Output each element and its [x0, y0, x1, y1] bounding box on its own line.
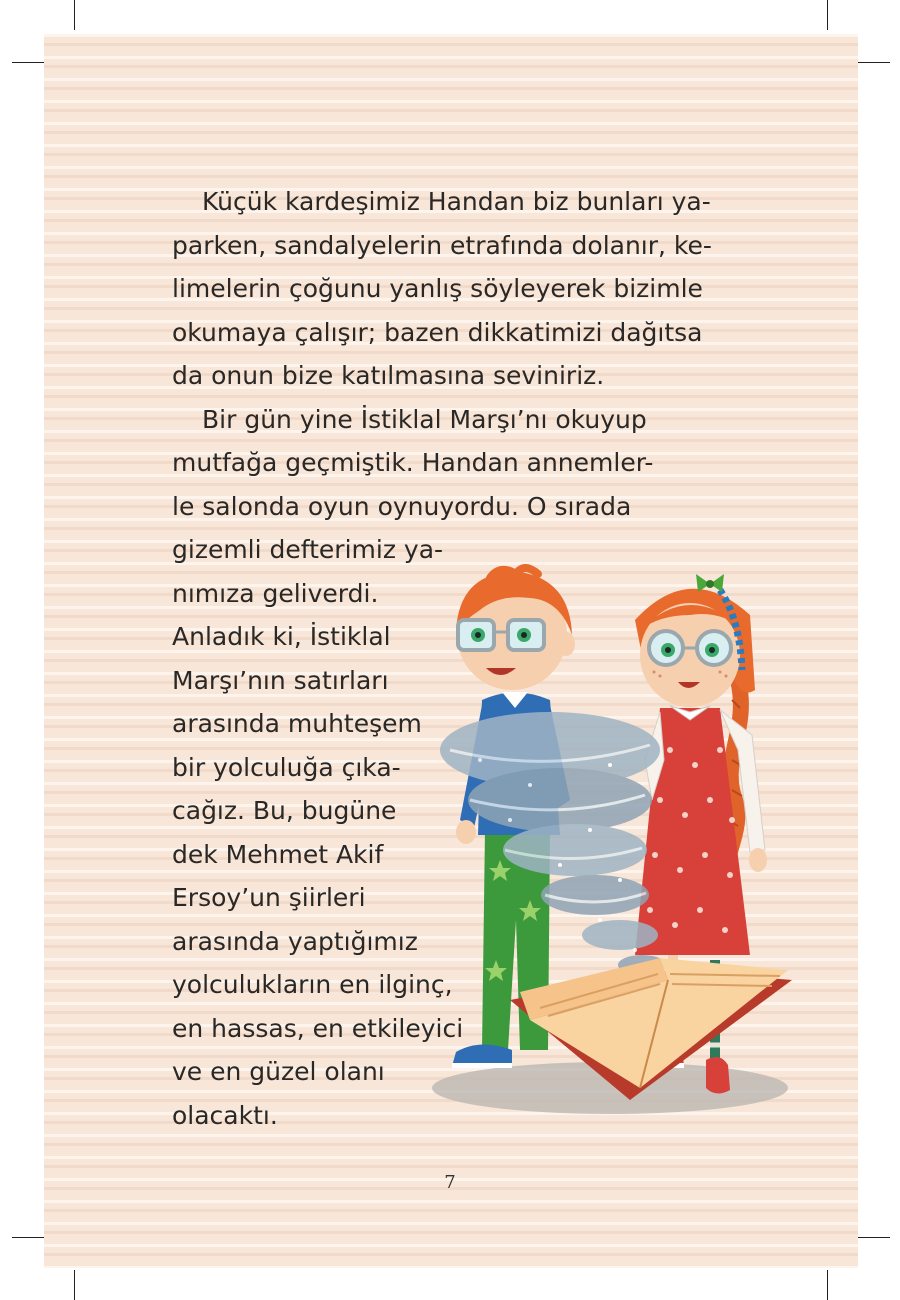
text-line: arasında yaptığımız	[172, 926, 418, 956]
text-line: yolculukların en ilginç,	[172, 970, 453, 999]
text-line: Anladık ki, İstiklal	[172, 622, 391, 651]
text-line: arasında muhteşem	[172, 709, 422, 738]
crop-mark-top-right-v	[827, 0, 828, 30]
text-line: limelerin çoğunu yanlış söyleyerek bizimle	[172, 274, 703, 303]
page-number: 7	[444, 1172, 456, 1193]
text-line: da onun bize katılmasına seviniriz.	[172, 361, 605, 390]
text-line: Küçük kardeşimiz Handan biz bunları ya-	[202, 187, 711, 216]
text-line: Ersoy’un şiirleri	[172, 883, 366, 912]
crop-mark-bottom-right-h	[858, 1237, 890, 1238]
text-line: Bir gün yine İstiklal Marşı’nı okuyup	[202, 404, 647, 434]
text-line: mutfağa geçmiştik. Handan annemler-	[172, 448, 654, 477]
text-line: nımıza geliverdi.	[172, 578, 379, 608]
tornado-icon	[440, 712, 666, 975]
text-line: olacaktı.	[172, 1100, 278, 1130]
text-line: Marşı’nın satırları	[172, 665, 389, 695]
text-line: parken, sandalyelerin etrafında dolanır, ke-	[172, 230, 712, 260]
crop-mark-bottom-left-v	[74, 1270, 75, 1300]
crop-mark-top-left-h	[12, 62, 44, 63]
crop-mark-bottom-right-v	[827, 1270, 828, 1300]
text-line: le salonda oyun oynuyordu. O sırada	[172, 491, 632, 521]
text-line: dek Mehmet Akif	[172, 839, 384, 869]
story-illustration	[420, 560, 810, 1120]
crop-mark-bottom-left-h	[12, 1237, 44, 1238]
crop-mark-top-right-h	[858, 62, 890, 63]
crop-mark-top-left-v	[74, 0, 75, 30]
text-line: gizemli defterimiz ya-	[172, 535, 444, 564]
text-line: okumaya çalışır; bazen dikkatimizi dağıtsa	[172, 317, 703, 347]
text-line: cağız. Bu, bugüne	[172, 796, 397, 825]
text-line: bir yolculuğa çıka-	[172, 752, 401, 782]
text-line: ve en güzel olanı	[172, 1057, 385, 1086]
text-line: en hassas, en etkileyici	[172, 1013, 464, 1043]
